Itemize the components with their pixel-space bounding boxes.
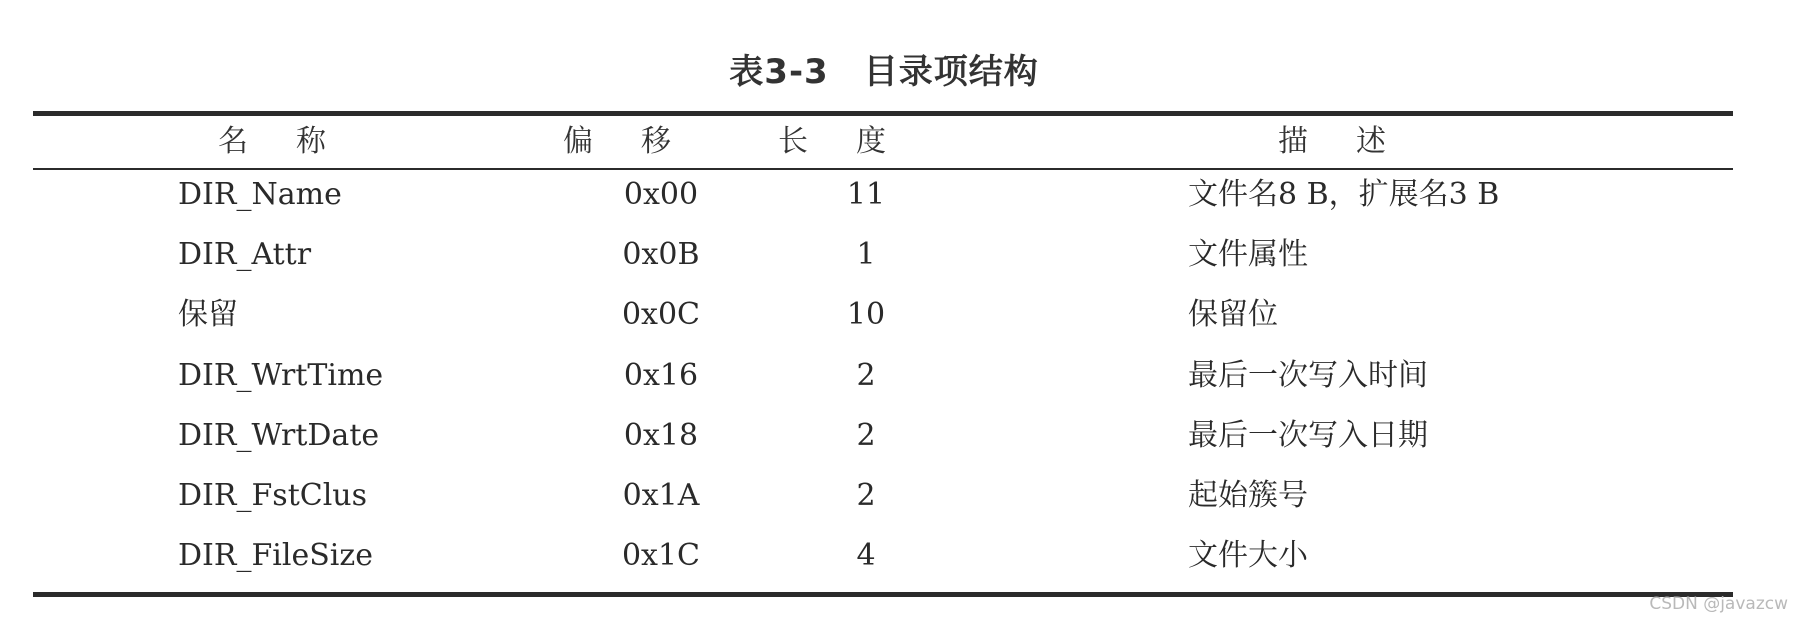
cell-length: 10 [846,297,886,332]
table-row [33,295,1733,335]
table-caption: 表3-3 目录项结构 [729,52,1039,92]
cell-length: 11 [846,177,886,212]
cell-description: 保留位 [1188,297,1278,332]
table-top-rule [33,111,1733,116]
cell-name: DIR_WrtDate [178,418,380,453]
cell-description: 文件大小 [1188,538,1308,573]
table-row [33,416,1733,456]
header-description: 描述 [1278,124,1434,159]
cell-length: 1 [856,237,876,272]
cell-name: DIR_Attr [178,237,312,272]
cell-name: 保留 [178,297,238,332]
cell-offset: 0x0B [622,237,700,272]
cell-description: 最后一次写入日期 [1188,418,1428,453]
cell-offset: 0x00 [623,177,699,212]
cell-name: DIR_Name [178,177,342,212]
table-row [33,356,1733,396]
cell-length: 4 [856,538,876,573]
cell-length: 2 [856,358,876,393]
cell-offset: 0x18 [623,418,699,453]
cell-length: 2 [856,418,876,453]
header-offset: 偏移 [563,124,719,159]
table-bottom-rule [33,592,1733,597]
header-name: 名称 [218,124,374,159]
cell-offset: 0x0C [621,297,701,332]
cell-length: 2 [856,478,876,513]
cell-description: 最后一次写入时间 [1188,358,1428,393]
cell-name: DIR_WrtTime [178,358,384,393]
cell-description: 文件属性 [1188,237,1308,272]
cell-name: DIR_FstClus [178,478,368,513]
cell-offset: 0x1A [622,478,700,513]
cell-name: DIR_FileSize [178,538,373,573]
cell-description: 文件名8 B，扩展名3 B [1188,177,1500,212]
table-row [33,235,1733,275]
watermark: CSDN @javazcw [1649,594,1788,614]
table-row [33,536,1733,576]
cell-description: 起始簇号 [1188,478,1308,513]
table-header-row [33,122,1733,162]
table-row [33,476,1733,516]
table-row [33,175,1733,215]
table-header-rule [33,168,1733,170]
header-length: 长度 [778,124,934,159]
cell-offset: 0x1C [621,538,701,573]
cell-offset: 0x16 [623,358,699,393]
